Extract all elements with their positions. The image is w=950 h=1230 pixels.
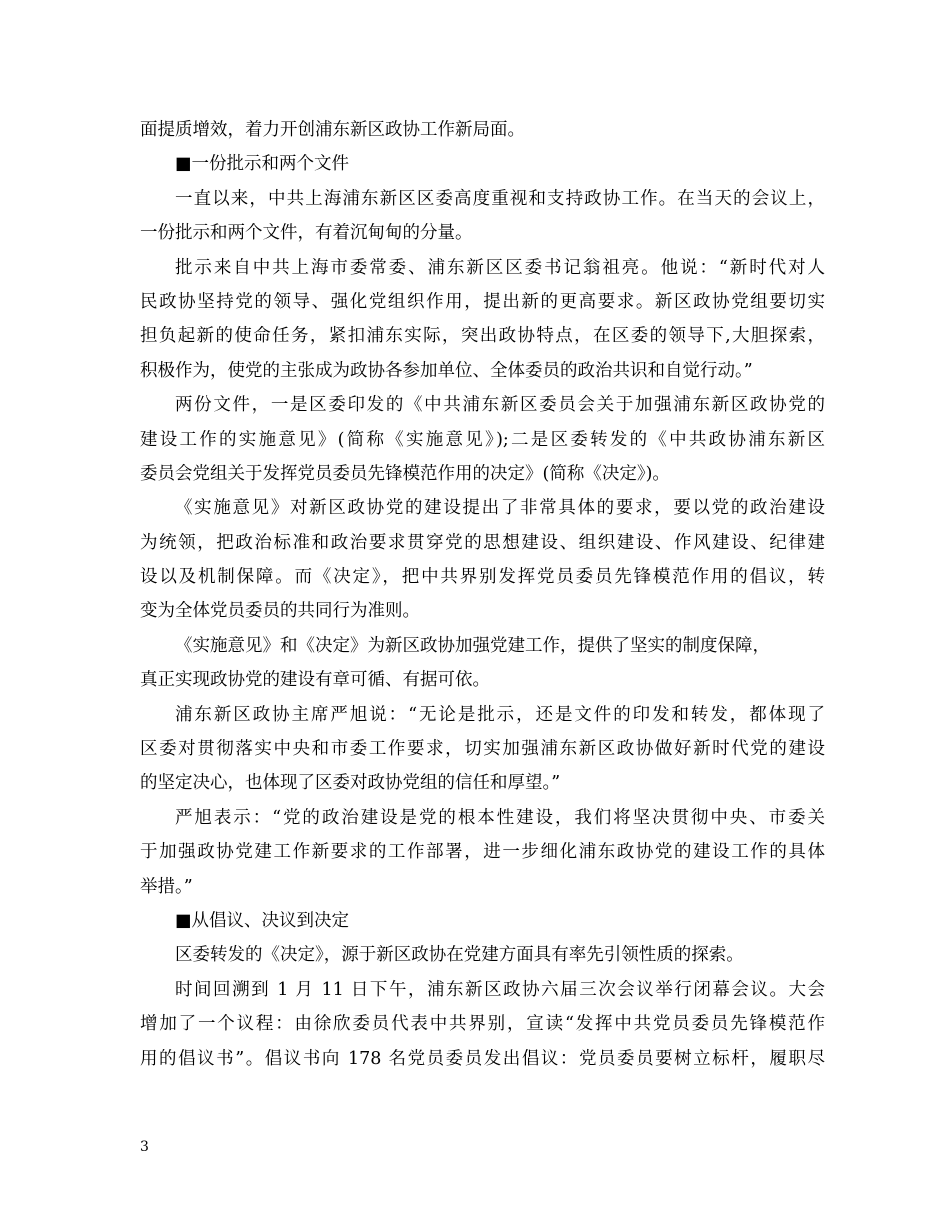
text-line: 变为全体党员委员的共同行为准则。 (140, 601, 420, 622)
text-line: 一份批示和两个文件，有着沉甸甸的分量。 (140, 223, 473, 244)
text-line: 为统领，把政治标准和政治要求贯穿党的思想建设、组织建设、作风建设、纪律建 (140, 532, 825, 553)
text-line: 设以及机制保障。而《决定》，把中共界别发挥党员委员先锋模范作用的倡议，转 (140, 567, 825, 588)
text-line: 《实施意见》和《决定》为新区政协加强党建工作，提供了坚实的制度保障， (175, 635, 770, 656)
text-line: ■一份批示和两个文件 (175, 154, 350, 175)
text-line: 一直以来，中共上海浦东新区区委高度重视和支持政协工作。在当天的会议上， (175, 188, 825, 209)
text-line: 批示来自中共上海市委常委、浦东新区区委书记翁祖亮。他说：“新时代对人 (175, 257, 825, 278)
text-line: 用的倡议书”。倡议书向 178 名党员委员发出倡议：党员委员要树立标杆，履职尽 (140, 1048, 825, 1069)
text-line: 时间回溯到 1 月 11 日下午，浦东新区政协六届三次会议举行闭幕会议。大会 (175, 979, 825, 1000)
text-line: 委员会党组关于发挥党员委员先锋模范作用的决定》(简称《决定》)。 (140, 463, 670, 484)
text-line: 举措。” (140, 876, 193, 897)
text-line: 区委转发的《决定》，源于新区政协在党建方面具有率先引领性质的探索。 (175, 945, 744, 966)
text-line: 两份文件，一是区委印发的《中共浦东新区委员会关于加强浦东新区政协党的 (175, 395, 825, 416)
text-line: 浦东新区政协主席严旭说：“无论是批示，还是文件的印发和转发，都体现了 (175, 704, 825, 725)
text-line: 真正实现政协党的建设有章可循、有据可依。 (140, 670, 490, 691)
text-line: 积极作为，使党的主张成为政协各参加单位、全体委员的政治共识和自觉行动。” (140, 360, 753, 381)
text-line: 面提质增效，着力开创浦东新区政协工作新局面。 (140, 120, 525, 140)
text-line: 的坚定决心，也体现了区委对政协党组的信任和厚望。” (140, 773, 561, 794)
text-line: 于加强政协党建工作新要求的工作部署，进一步细化浦东政协党的建设工作的具体 (140, 842, 825, 863)
text-line: 民政协坚持党的领导、强化党组织作用，提出新的更高要求。新区政协党组要切实 (140, 291, 825, 312)
body-text (140, 113, 825, 1076)
text-line: 建设工作的实施意见》(简称《实施意见》);二是区委转发的《中共政协浦东新区 (140, 429, 825, 450)
text-line: ■从倡议、决议到决定 (175, 910, 350, 931)
text-line: 《实施意见》对新区政协党的建设提出了非常具体的要求，要以党的政治建设 (175, 498, 825, 519)
text-line: 担负起新的使命任务，紧扣浦东实际，突出政协特点，在区委的领导下,大胆探索， (140, 326, 825, 347)
text-line: 严旭表示：“党的政治建设是党的根本性建设，我们将坚决贯彻中央、市委关 (175, 807, 825, 828)
text-line: 增加了一个议程：由徐欣委员代表中共界别，宣读“发挥中共党员委员先锋模范作 (140, 1014, 825, 1035)
text-line: 区委对贯彻落实中央和市委工作要求，切实加强浦东新区政协做好新时代党的建设 (140, 739, 825, 760)
page-number: 3 (140, 1139, 149, 1155)
